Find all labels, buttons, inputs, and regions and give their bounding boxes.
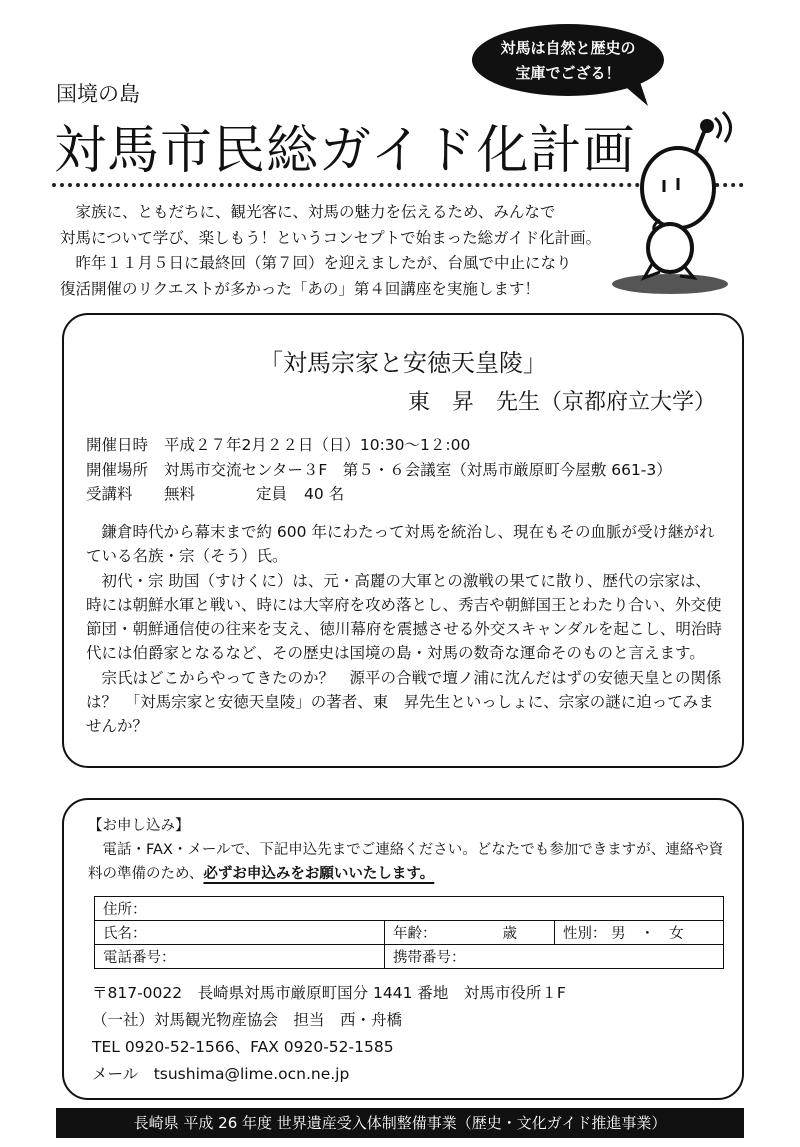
form-row-address [95, 897, 724, 921]
intro-line-3: 昨年１１月５日に最終回（第７回）を迎えましたが、台風で中止になり [75, 254, 572, 272]
venue-value: 対馬市交流センター３F 第５・６会議室（対馬市厳原町今屋敷 661-3） [164, 460, 672, 479]
speech-bubble-text [480, 36, 656, 86]
lecture-box [62, 313, 744, 768]
lecture-details [86, 433, 672, 507]
gender-options: 男 ・ 女 [611, 926, 684, 942]
application-form [94, 896, 724, 969]
footer-banner: 長崎県 平成 26 年度 世界遺産受入体制整備事業（歴史・文化ガイド推進事業） [56, 1108, 744, 1138]
page-title: 対馬市民総ガイド化計画 [54, 121, 636, 181]
date-row [86, 433, 672, 458]
lecture-paragraph-3: 宗氏はどこからやってきたのか？ 源平の合戦で壇ノ浦に沈んだはずの安徳天皇との関係は？ 「対馬宗家と安徳天皇陵」の著者、東 昇先生といっしょに、宗家の謎に迫ってみませんか？ [86, 668, 722, 736]
date-value: 平成２７年2月２２日（日）10:30～1２:00 [164, 436, 471, 454]
intro-line-2: 対馬について学び、楽しもう！というコンセプトで始まった総ガイド化計画。 [60, 228, 602, 247]
application-instructions: 電話・FAX・メールで、下記申込先までご連絡ください。どなたでも参加できますが、連絡や資料の準備のため、 [88, 842, 724, 882]
application-text [88, 838, 728, 886]
contact-info [92, 980, 566, 1088]
speech-line-1: 対馬は自然と歴史の [500, 39, 636, 57]
contact-mail[interactable]: メール tsushima@lime.ocn.ne.jp [92, 1065, 350, 1083]
name-field[interactable]: 氏名： [95, 921, 385, 945]
capacity-value: 40 名 [304, 485, 345, 503]
application-box [62, 798, 744, 1100]
gender-field[interactable] [555, 921, 724, 945]
intro-line-4: 復活開催のリクエストが多かった「あの」第４回講座を実施します！ [60, 279, 540, 298]
age-field[interactable] [385, 921, 555, 945]
age-unit: 歳 [502, 926, 517, 942]
page-subtitle: 国境の島 [56, 82, 140, 106]
contact-org: （一社）対馬観光物産協会 担当 西・舟橋 [92, 1011, 403, 1029]
venue-label: 開催場所 [86, 460, 149, 479]
fee-label: 受講料 [86, 485, 133, 503]
phone-field[interactable]: 電話番号： [95, 945, 385, 969]
application-emphasis: 必ずお申込みをお願いいたします。 [203, 866, 435, 882]
contact-tel: TEL 0920-52-1566、FAX 0920-52-1585 [92, 1038, 394, 1056]
mobile-field[interactable]: 携帯番号： [385, 945, 724, 969]
date-label: 開催日時 [86, 436, 149, 454]
capacity-label: 定員 [256, 485, 288, 503]
intro-line-1: 家族に、ともだちに、観光客に、対馬の魅力を伝えるため、みんなで [75, 203, 556, 221]
fee-value: 無料 [164, 485, 196, 503]
fee-row [86, 482, 672, 507]
form-row-name [95, 921, 724, 945]
intro-section [60, 200, 620, 302]
lecture-paragraph-2: 初代・宗 助国（すけくに）は、元・高麗の大軍との激戦の果てに散り、歴代の宗家は、時には朝鮮水軍と戦い、時には大宰府を攻め落とし、秀吉や朝鮮国王とわたり合い、外交使節団・朝鮮通信使の往来を支え、徳川幕府を震撼させる外交スキャンダルを起こし、明治時代には伯爵家となるなど、その歴史は国境の島・対馬の数奇な運命そのものと言えます。 [86, 571, 722, 663]
lecture-description [86, 520, 726, 739]
mascot-illustration [600, 100, 750, 300]
gender-label: 性別： [563, 926, 607, 942]
lecturer-name: 東 昇 先生（京都府立大学） [407, 390, 716, 415]
age-label: 年齢： [393, 926, 437, 942]
form-row-phone [95, 945, 724, 969]
application-heading: 【お申し込み】 [88, 818, 190, 834]
address-field[interactable]: 住所： [95, 897, 724, 921]
speech-line-2: 宝庫でござる！ [515, 64, 621, 82]
venue-row [86, 458, 672, 483]
contact-address: 〒817-0022 長崎県対馬市厳原町国分 1441 番地 対馬市役所１F [92, 984, 566, 1002]
lecture-paragraph-1: 鎌倉時代から幕末まで約 600 年にわたって対馬を統治し、現在もその血脈が受け継がれている名族・宗（そう）氏。 [86, 523, 715, 566]
lecture-title: 「対馬宗家と安徳天皇陵」 [259, 349, 547, 377]
